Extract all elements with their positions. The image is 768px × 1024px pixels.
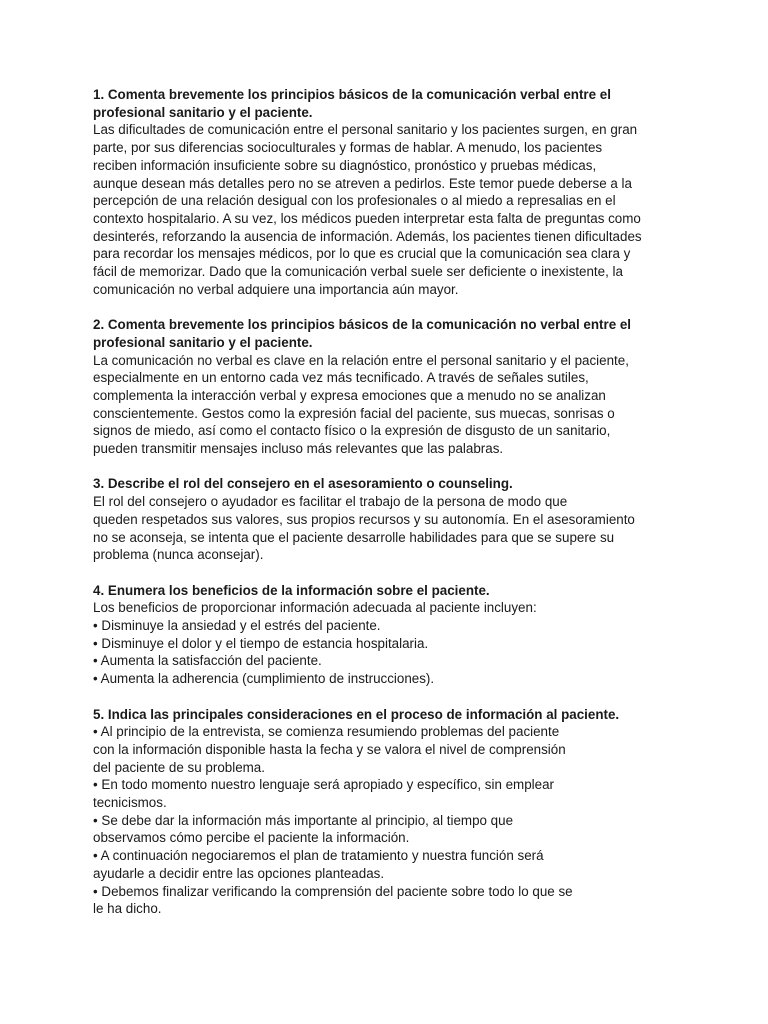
bullet-item: • Se debe dar la información más importante al principio, al tiempo que [93, 812, 514, 828]
text-line: Los beneficios de proporcionar información adecuada al paciente incluyen: [93, 600, 537, 616]
text-line: desinterés, reforzando la ausencia de información. Además, los pacientes tienen dificultades [93, 228, 642, 244]
heading-line: 2. Comenta brevemente los principios básicos de la comunicación no verbal entre el [93, 317, 632, 333]
text-line: tecnicismos. [93, 795, 167, 811]
bullet-item: • Disminuye el dolor y el tiempo de estancia hospitalaria. [93, 635, 429, 651]
text-line: fácil de memorizar. Dado que la comunicación verbal suele ser deficiente o inexistente, la [93, 264, 623, 280]
text-line: contexto hospitalario. A su vez, los médicos pueden interpretar esta falta de preguntas como [93, 210, 641, 226]
bullet-item: • Debemos finalizar verificando la comprensión del paciente sobre todo lo que se [93, 883, 573, 899]
text-line: Las dificultades de comunicación entre el personal sanitario y los pacientes surgen, en gran [93, 122, 638, 138]
heading-line: 5. Indica las principales consideraciones en el proceso de información al paciente. [93, 706, 620, 722]
bullet-item: • Aumenta la adherencia (cumplimiento de instrucciones). [93, 671, 435, 687]
text-line: con la información disponible hasta la fecha y se valora el nivel de comprensión [93, 741, 566, 757]
text-line: observamos cómo percibe el paciente la información. [93, 830, 410, 846]
question-heading [93, 582, 683, 600]
text-line: El rol del consejero o ayudador es facilitar el trabajo de la persona de modo que [93, 494, 568, 510]
answer-paragraph [93, 599, 683, 688]
text-line: para recordar los mensajes médicos, por lo que es crucial que la comunicación sea clara y [93, 246, 631, 262]
bullet-item: • Al principio de la entrevista, se comienza resumiendo problemas del paciente [93, 724, 560, 740]
section-5 [93, 706, 683, 918]
answer-paragraph [93, 493, 683, 564]
heading-line: profesional sanitario y el paciente. [93, 334, 313, 350]
section-4 [93, 582, 683, 688]
text-line: La comunicación no verbal es clave en la relación entre el personal sanitario y el paciente, [93, 352, 629, 368]
text-line: ayudarle a decidir entre las opciones planteadas. [93, 865, 385, 881]
section-2 [93, 316, 683, 458]
question-heading [93, 475, 683, 493]
bullet-item: • Aumenta la satisfacción del paciente. [93, 653, 322, 669]
text-line: no se aconseja, se intenta que el paciente desarrolle habilidades para que se supere su [93, 529, 615, 545]
text-line: especialmente en un entorno cada vez más tecnificado. A través de señales sutiles, [93, 370, 589, 386]
text-line: comunicación no verbal adquiere una importancia aún mayor. [93, 281, 459, 297]
text-line: percepción de una relación desigual con los profesionales o al miedo a represalias en el [93, 193, 616, 209]
heading-line: 1. Comenta brevemente los principios básicos de la comunicación verbal entre el [93, 87, 611, 102]
text-line: aunque desean más detalles pero no se atreven a pedirlos. Este temor puede deberse a la [93, 175, 632, 191]
document-page [93, 86, 683, 936]
answer-paragraph [93, 121, 683, 298]
question-heading [93, 316, 683, 351]
text-line: del paciente de su problema. [93, 759, 265, 775]
text-line: conscientemente. Gestos como la expresión facial del paciente, sus muecas, sonrisas o [93, 405, 615, 421]
heading-line: 4. Enumera los beneficios de la información sobre el paciente. [93, 582, 490, 598]
text-line: signos de miedo, así como el contacto físico o la expresión de disgusto de un sanitario, [93, 423, 611, 439]
heading-line: 3. Describe el rol del consejero en el asesoramiento o counseling. [93, 476, 513, 492]
bullet-item: • A continuación negociaremos el plan de tratamiento y nuestra función será [93, 848, 544, 864]
text-line: pueden transmitir mensajes incluso más relevantes que las palabras. [93, 441, 504, 457]
text-line: problema (nunca aconsejar). [93, 547, 264, 563]
text-line: le ha dicho. [93, 901, 162, 917]
answer-paragraph [93, 352, 683, 458]
bullet-item: • Disminuye la ansiedad y el estrés del paciente. [93, 618, 381, 634]
question-heading [93, 706, 683, 724]
text-line: reciben información insuficiente sobre su diagnóstico, pronóstico y pruebas médicas, [93, 157, 597, 173]
heading-line: profesional sanitario y el paciente. [93, 104, 313, 120]
question-heading [93, 86, 683, 121]
text-line: parte, por sus diferencias socioculturales y formas de hablar. A menudo, los pacientes [93, 140, 603, 156]
text-line: queden respetados sus valores, sus propios recursos y su autonomía. En el asesoramiento [93, 511, 635, 527]
section-3 [93, 475, 683, 564]
answer-paragraph [93, 723, 683, 918]
text-line: complementa la interacción verbal y expresa emociones que a menudo no se analizan [93, 387, 606, 403]
section-1 [93, 86, 683, 298]
bullet-item: • En todo momento nuestro lenguaje será apropiado y específico, sin emplear [93, 777, 554, 793]
